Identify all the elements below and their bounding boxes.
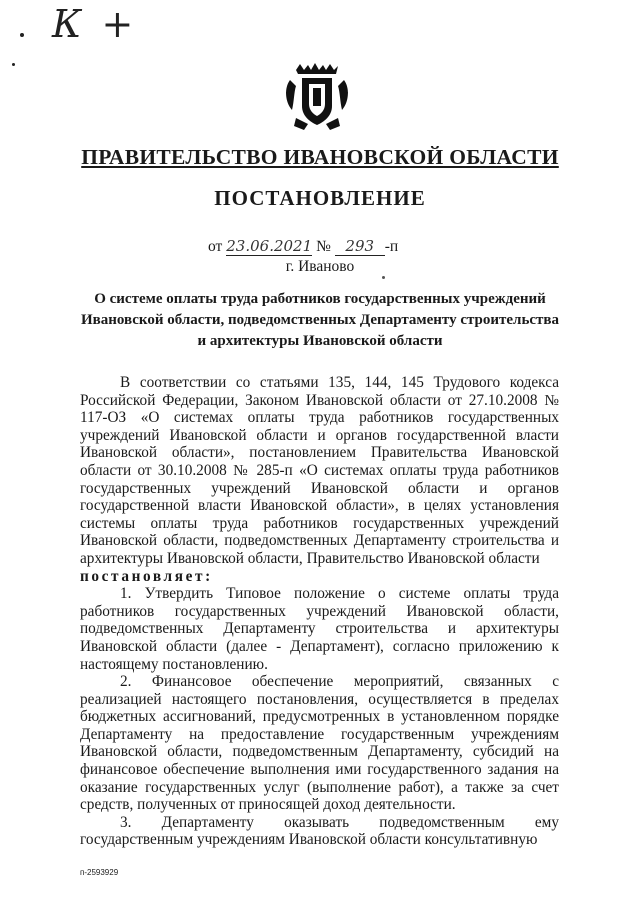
preamble-paragraph: В соответствии со статьями 135, 144, 145 Трудового кодекса Российской Федерации, Законом Ивановской области от 27.10.2008 № 117-ОЗ «О системах оплаты труда работников государственных учреждений Ивановской области и органов государственной власти Ивановской области», постановлением Правительства Ивановской области от 30.10.2008 № 285-п «О системах оплаты труда работников государственных учреждений Ивановской области и органов государственной власти Ивановской области», в целях установления системы оплаты труда работников государственных учреждений Ивановской области, подведомственных Департаменту строительства и архитектуры Ивановской области, Правительство Ивановской области	[80, 374, 559, 567]
city: г. Иваново	[285, 258, 355, 275]
document-subject: О системе оплаты труда работников государственных учреждений Ивановской области, подведомственных Департаменту строительства и архитектуры Ивановской области	[80, 291, 560, 349]
decree-word-line	[80, 568, 559, 586]
decree-word: постановляет:	[80, 567, 213, 585]
stray-mark	[382, 276, 385, 279]
date-prefix: от	[208, 238, 223, 255]
handwritten-date: 23.06.2021	[226, 237, 313, 255]
handwritten-note: К +	[52, 2, 138, 46]
handwritten-number: 293	[335, 237, 385, 256]
clause-2: 2. Финансовое обеспечение мероприятий, связанных с реализацией настоящего постановления, осуществляется в пределах бюджетных ассигнований, предусмотренных в установленном порядке Департаменту на предоставление государственным учреждениям Ивановской области, подведомственным Департаменту, субсидий на финансовое обеспечение выполнения ими государственного задания на оказание государственных услуг (выполнение работ), а также за счет средств, полученных от приносящей доход деятельности.	[80, 673, 559, 814]
number-suffix: -п	[384, 238, 399, 255]
clause-1: 1. Утвердить Типовое положение о системе оплаты труда работников государственных учреждений Ивановской области, подведомственных Департаменту строительства и архитектуры Ивановской области (далее - Департамент), согласно приложению к настоящему постановлению.	[80, 585, 559, 673]
document-type: ПОСТАНОВЛЕНИЕ	[214, 186, 426, 210]
registration-line	[208, 237, 398, 256]
pen-dot	[20, 33, 24, 37]
pen-dot	[12, 63, 15, 66]
footer-code: п-2593929	[80, 868, 119, 877]
government-title: ПРАВИТЕЛЬСТВО ИВАНОВСКОЙ ОБЛАСТИ	[81, 145, 559, 169]
clause-3: 3. Департаменту оказывать подведомственным ему государственным учреждениям Ивановской области консультативную	[80, 813, 559, 849]
coat-of-arms-icon	[282, 62, 352, 134]
document-body	[80, 374, 559, 849]
number-label: №	[316, 238, 331, 255]
